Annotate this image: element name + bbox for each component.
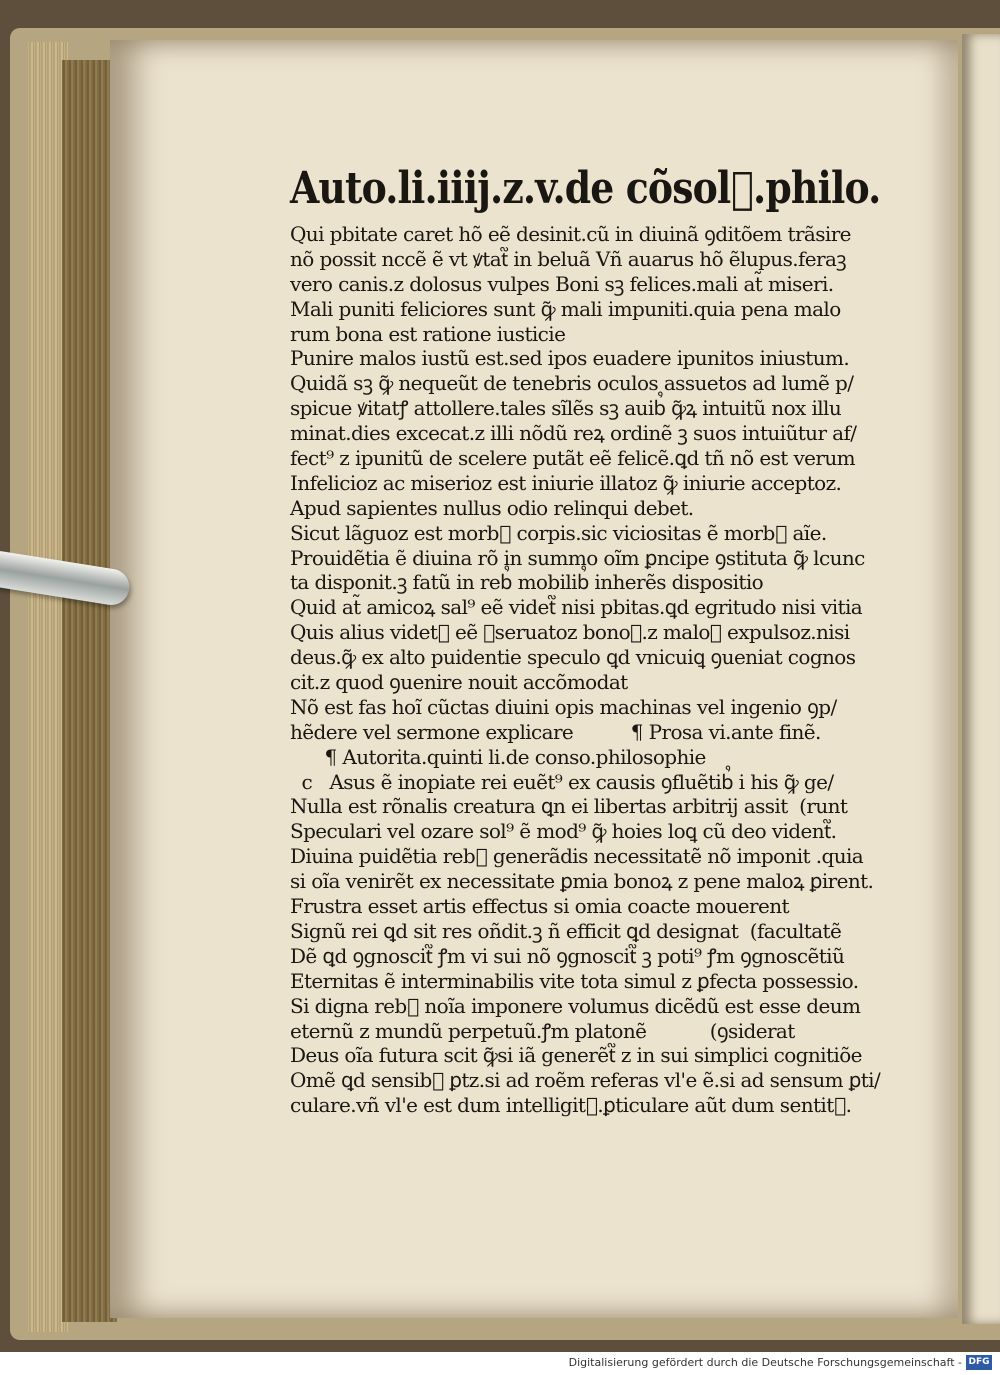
text-line: minat.dies excecat.z illi nõdũ reꝝ ordinẽ ꝫ suos intuiũtur af/	[290, 421, 857, 446]
page-text-block	[290, 160, 880, 1118]
text-line: spicue ꝟitatꝭ attollere.tales sĩlẽs sꝫ auib᷒ ꝙ̃ꝝ intuitũ nox illu	[290, 396, 842, 421]
text-line: vero canis.z dolosus vulpes Boni sꝫ felices.mali at̃ miseri.	[290, 271, 834, 296]
section-heading: ¶ Autorita.quinti li.de conso.philosophie	[290, 744, 706, 769]
text-line: cit.z quod ꝯuenire nouit accõmodat	[290, 670, 628, 695]
text-line: nõ possit nccẽ ẽ vt ꝟtat᷑ in beluã Vñ auarus hõ ẽlupus.feraꝫ	[290, 246, 846, 271]
text-line: Eternitas ẽ interminabilis vite tota simul z ꝑfecta possessio.	[290, 968, 859, 993]
text-line: Infelicioz ac miserioz est iniurie illatoz ꝙ̃ iniurie acceptoz.	[290, 470, 842, 495]
text-line: Dẽ ꝗd ꝯgnoscit᷑ ꝭm vi sui nõ ꝯgnoscit᷑ ꝫ poti⁹ ꝭm ꝯgnoscẽtiũ	[290, 943, 845, 968]
footer-bar	[0, 1352, 1000, 1375]
text-line: deus.ꝙ̃ ex alto puidentie speculo ꝗd vnicuiꝗ ꝯueniat cognos	[290, 645, 856, 670]
text-line: Omẽ ꝗd sensib᷒ ꝑtz.si ad roẽm referas vl'e ẽ.si ad sensum ꝑti/	[290, 1068, 881, 1093]
text-line: Diuina puidẽtia reb᷒ generãdis necessitatẽ nõ imponit .quia	[290, 844, 864, 869]
text-line: hẽdere vel sermone explicare ¶ Prosa vi.ante finẽ.	[290, 719, 821, 744]
page-edges-inner	[62, 60, 117, 1322]
text-line: Punire malos iustũ est.sed ipos euadere ipunitos iniustum.	[290, 346, 850, 371]
text-line: Nulla est rõnalis creatura ꝗn ei libertas arbitrij assit (runt	[290, 794, 848, 819]
text-line: Mali puniti feliciores sunt ꝙ̃ mali impuniti.quia pena malo	[290, 296, 841, 321]
text-line: Quid at̃ amicoꝝ sal⁹ eẽ videt᷑ nisi pbitas.ꝗd egritudo nisi vitia	[290, 595, 863, 620]
facing-page-edge	[962, 34, 1000, 1324]
text-line: Nõ est fas hoĩ cũctas diuini opis machinas vel ingenio ꝯp/	[290, 694, 837, 719]
text-line: si oĩa venirẽt ex necessitate ꝑmia bonoꝝ z pene maloꝝ ꝑirent.	[290, 869, 874, 894]
text-line: Sicut lãguoz est morb᷒ corpis.sic viciositas ẽ morb᷒ aĩe.	[290, 520, 827, 545]
text-line: eternũ z mundũ perpetuũ.ꝭm platonẽ (ꝯsiderat	[290, 1018, 795, 1043]
page-heading: Auto.li.iiij.z.v.de cõsol᷑.philo.	[290, 163, 881, 214]
text-line: Quidã sꝫ ꝙ̃ nequeũt de tenebris oculos assuetos ad lumẽ p/	[290, 371, 854, 396]
text-line: culare.vñ vl'e est dum intelligit᷑.ꝑticulare aũt dum sentit᷑.	[290, 1093, 852, 1118]
text-line: Speculari vel ozare sol⁹ ẽ mod⁹ ꝙ̃ hoies loꝗ cũ deo vident᷑.	[290, 819, 837, 844]
text-line: fect⁹ z ipunitũ de scelere putãt eẽ felicẽ.ꝗd tñ nõ est verum	[290, 446, 856, 471]
text-line: Si digna reb᷒ noĩa imponere volumus dicẽdũ est esse deum	[290, 993, 861, 1018]
text-line: Qui pbitate caret hõ eẽ desinit.cũ in diuinã ꝯditõem trãsire	[290, 222, 851, 246]
text-line: Prouidẽtia ẽ diuina rõ in summo oĩm ꝑncipe ꝯstituta ꝙ̃ lcunc	[290, 545, 865, 570]
text-line: Quis alius videt᷑ eẽ ꝯseruatoz bonoꝝ.z maloꝝ expulsoz.nisi	[290, 620, 850, 645]
text-line: ta disponit.ꝫ fatũ in reb᷒ mobilib᷒ inherẽs dispositio	[290, 570, 764, 595]
text-line: Deus oĩa futura scit ꝙ̃si iã generẽt᷑ z in sui simplici cognitiõe	[290, 1043, 862, 1068]
text-line: c Asus ẽ inopiate rei euẽt⁹ ex causis ꝯfluẽtib᷒ i his ꝙ̃ ge/	[290, 769, 834, 794]
text-line: Signũ rei ꝗd sit res oñdit.ꝫ ñ efficit ꝗd designat (facultatẽ	[290, 918, 842, 943]
dfg-logo: DFG	[966, 1355, 992, 1370]
text-line: Frustra esset artis effectus si omia coacte mouerent	[290, 894, 789, 919]
text-line: rum bona est ratione iusticie	[290, 321, 566, 346]
funding-notice: Digitalisierung gefördert durch die Deutsche Forschungsgemeinschaft -	[568, 1356, 962, 1369]
text-line: Apud sapientes nullus odio relinqui debet.	[290, 495, 694, 520]
